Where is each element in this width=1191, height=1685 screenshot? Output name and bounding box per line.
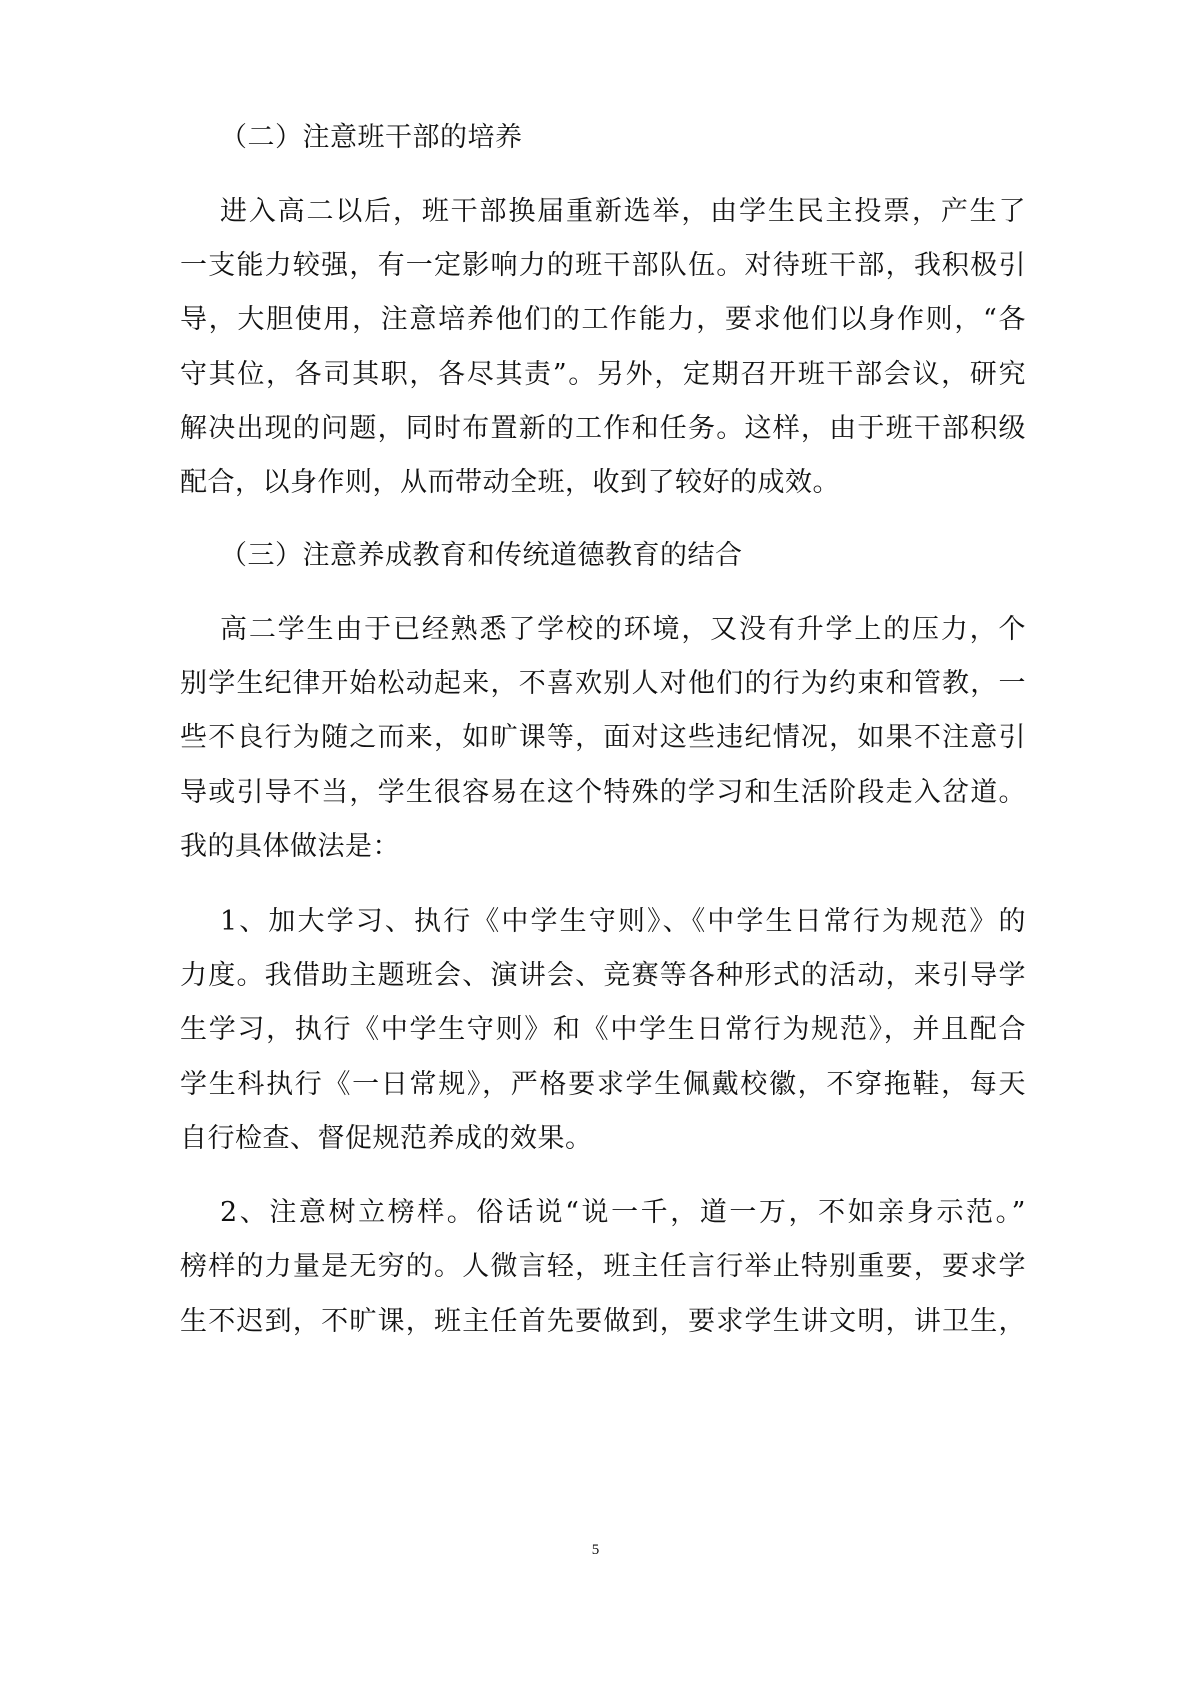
section-heading-3: （三）注意养成教育和传统道德教育的结合 (220, 540, 743, 571)
paragraph-line: 进入高二以后，班干部换届重新选举，由学生民主投票，产生了 (220, 196, 1026, 227)
paragraph-line: 榜样的力量是无穷的。人微言轻，班主任言行举止特别重要，要求学 (180, 1251, 1026, 1282)
paragraph-line: 自行检查、督促规范养成的效果。 (180, 1123, 593, 1154)
paragraph-line: 导，大胆使用，注意培养他们的工作能力，要求他们以身作则，“各 (180, 304, 1026, 335)
paragraph-line: 学生科执行《一日常规》，严格要求学生佩戴校徽，不穿拖鞋，每天 (180, 1069, 1026, 1100)
paragraph-line: 力度。我借助主题班会、演讲会、竞赛等各种形式的活动，来引导学 (180, 960, 1026, 991)
paragraph-line: 守其位，各司其职，各尽其责”。另外，定期召开班干部会议，研究 (180, 359, 1026, 390)
paragraph-line: 生学习，执行《中学生守则》和《中学生日常行为规范》，并且配合 (180, 1014, 1026, 1045)
section-heading-2: （二）注意班干部的培养 (220, 122, 523, 153)
paragraph-line: 别学生纪律开始松动起来，不喜欢别人对他们的行为约束和管教，一 (180, 668, 1026, 699)
paragraph-line: 生不迟到，不旷课，班主任首先要做到，要求学生讲文明，讲卫生， (180, 1306, 1026, 1337)
paragraph-line: 2、注意树立榜样。俗话说“说一千，道一万，不如亲身示范。” (220, 1197, 1026, 1228)
page-number: 5 (591, 1542, 600, 1558)
paragraph-line: 高二学生由于已经熟悉了学校的环境，又没有升学上的压力，个 (220, 614, 1026, 645)
paragraph-line: 一支能力较强，有一定影响力的班干部队伍。对待班干部，我积极引 (180, 250, 1026, 281)
paragraph-line: 我的具体做法是： (180, 831, 400, 862)
paragraph-line: 配合，以身作则，从而带动全班，收到了较好的成效。 (180, 467, 840, 498)
paragraph-line: 些不良行为随之而来，如旷课等，面对这些违纪情况，如果不注意引 (180, 722, 1026, 753)
paragraph-line: 导或引导不当，学生很容易在这个特殊的学习和生活阶段走入岔道。 (180, 777, 1026, 808)
paragraph-line: 解决出现的问题，同时布置新的工作和任务。这样，由于班干部积级 (180, 413, 1026, 444)
paragraph-line: 1、加大学习、执行《中学生守则》、《中学生日常行为规范》的 (220, 906, 1026, 937)
